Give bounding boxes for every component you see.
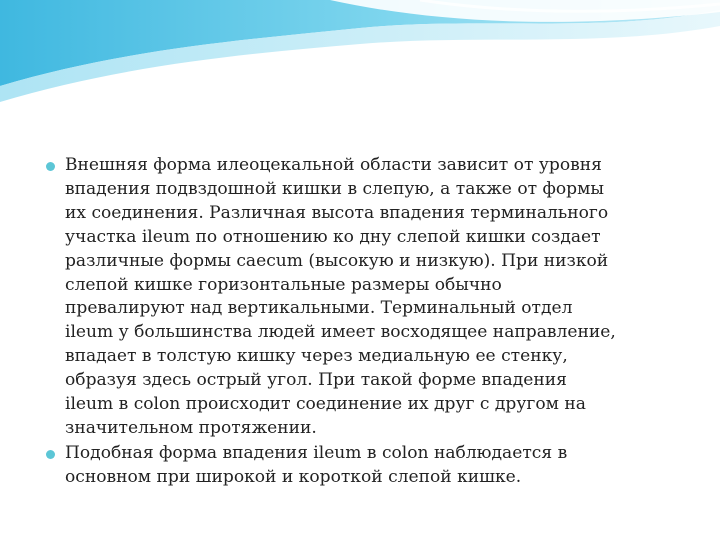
text-line: ileum в colon происходит соединение их друг с другом на <box>65 394 586 415</box>
text-line: Подобная форма впадения ileum в colon наблюдается в <box>65 442 568 463</box>
text-line: слепой кишке горизонтальные размеры обычно <box>65 274 502 295</box>
bullet-item-1 <box>44 154 694 441</box>
text-line: значительном протяжении. <box>65 417 317 438</box>
text-line: Внешняя форма илеоцекальной области зависит от уровня <box>65 155 602 175</box>
text-line: впадает в толстую кишку через медиальную ее стенку, <box>65 346 568 367</box>
text-line: впадения подвздошной кишки в слепую, а также от формы <box>65 178 604 199</box>
slide-body <box>44 154 694 490</box>
text-line: ileum у большинства людей имеет восходящее направление, <box>65 322 616 343</box>
bullet-item-2 <box>44 442 694 490</box>
text-line: основном при широкой и короткой слепой кишке. <box>65 466 522 487</box>
text-line: различные формы caecum (высокую и низкую). При низкой <box>65 250 609 271</box>
bullet-dot-icon <box>46 162 55 171</box>
text-line: образуя здесь острый угол. При такой форме впадения <box>65 370 567 391</box>
header-wave-decoration <box>0 0 720 110</box>
text-line: превалируют над вертикальными. Терминальный отдел <box>65 298 573 319</box>
text-line: их соединения. Различная высота впадения терминального <box>65 202 609 223</box>
bullet-dot-icon <box>46 450 55 459</box>
text-line: участка ileum по отношению ко дну слепой кишки создает <box>65 226 601 247</box>
